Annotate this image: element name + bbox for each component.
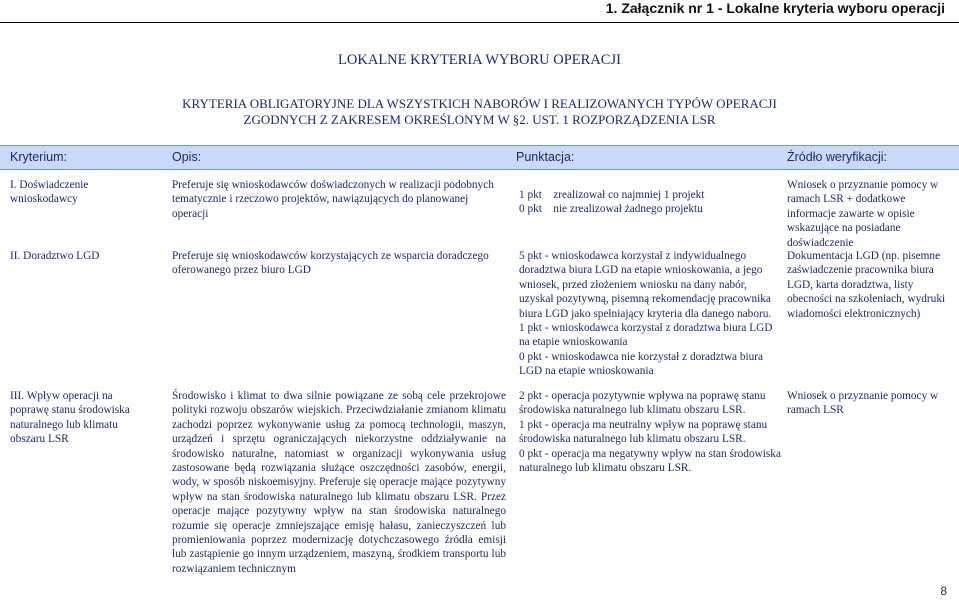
row-2-verification: Dokumentacja LGD (np. pisemne zaświadczenie pracownika biura LGD, karta doradztwa, listy obecności na szkoleniach, wydruki wiadomości elektronicznych) xyxy=(787,250,946,320)
row-1-scoring-line-2: 0 pkt nie zrealizował żadnego projektu xyxy=(519,203,703,216)
row-1-criterion: I. Doświadczenie wnioskodawcy xyxy=(10,179,89,206)
header-scoring: Punktacja: xyxy=(516,150,575,164)
subtitle-line-1: KRYTERIA OBLIGATORYJNE DLA WSZYSTKICH NABORÓW I REALIZOWANYCH TYPÓW OPERACJI xyxy=(182,96,777,111)
row-1-description: Preferuje się wnioskodawców doświadczonych w realizacji podobnych tematycznie i rzeczowo projektów, nawiązujących do planowanej operacji xyxy=(172,179,494,220)
row-2-scoring-line-3: 0 pkt - wnioskodawca nie korzystał z doradztwa biura LGD na etapie wnioskowania xyxy=(519,350,764,378)
row-1-scoring xyxy=(519,188,781,217)
row-3-scoring xyxy=(519,389,781,475)
page-number: 8 xyxy=(940,584,947,598)
table-header xyxy=(0,145,959,170)
page-subtitle xyxy=(0,96,959,128)
page-title: LOKALNE KRYTERIA WYBORU OPERACJI xyxy=(338,52,621,68)
row-2-scoring-line-2: 1 pkt - wnioskodawca korzystał z doradztwa biura LGD na etapie wnioskowania xyxy=(519,322,773,349)
row-1-scoring-line-1: 1 pkt zrealizował co najmniej 1 projekt xyxy=(519,189,705,201)
row-3-scoring-line-1: 2 pkt - operacja pozytywnie wpływa na poprawę stanu środowiska naturalnego lub klimatu obszaru LSR. xyxy=(519,390,766,417)
row-3-description: Środowisko i klimat to dwa silnie powiązane ze sobą cele przekrojowe polityki rozwoju obszarów wiejskich. Przeciwdziałanie zmianom klimatu zachodzi poprzez wykonywanie usług za pomocą technologii, maszyn, urządzeń i sprzętu ograniczających niekorzystne oddziaływanie na środowisko naturalne, natomiast w organizacji wykonywania usług zastosowane będą rozwiązania służące oszczędności zasobów, energii, wody, w sposób niskoemisyjny. Preferuje się operacje mające pozytywny wpływ na stan środowiska naturalnego lub klimatu obszaru LSR. Przez operacje mające pozytywny wpływ na stan środowiska naturalnego rozumie się operacje zmniejszające emisję hałasu, zanieczyszczeń lub promieniowania poprzez modernizację dotychczasowego źródła emisji lub zastąpienie go innym urządzeniem, maszyną, środkiem transportu lub rozwiązaniem technicznym xyxy=(172,390,506,575)
row-2-criterion: II. Doradztwo LGD xyxy=(10,250,100,262)
row-2-description: Preferuje się wnioskodawców korzystających ze wsparcia doradczego oferowanego przez biuro LGD xyxy=(172,250,489,277)
header-verification: Źródło weryfikacji: xyxy=(787,150,888,164)
header-description: Opis: xyxy=(172,150,202,164)
annex-header xyxy=(0,0,959,23)
row-3-criterion: III. Wpływ operacji na poprawę stanu środowiska naturalnego lub klimatu obszaru LSR xyxy=(10,390,130,446)
row-2-scoring-line-1: 5 pkt - wnioskodawca korzystał z indywidualnego doradztwa biura LGD na etapie wnioskowania, a jego wniosek, przed złożeniem wniosku na dany nabór, uzyskał pozytywną, pisemną rekomendację pracownika biura LGD jako spełniający kryteria dla danego naboru. xyxy=(519,250,772,320)
row-3-scoring-line-3: 0 pkt - operacja ma negatywny wpływ na stan środowiska naturalnego lub klimatu obszaru LSR. xyxy=(519,447,781,475)
header-criterion: Kryterium: xyxy=(10,150,67,164)
subtitle-line-2: ZGODNYCH Z ZAKRESEM OKREŚLONYM W §2. UST. 1 ROZPORZĄDZENIA LSR xyxy=(243,112,716,127)
row-1-verification: Wniosek o przyznanie pomocy w ramach LSR + dodatkowe informacje zawarte w opisie wskazujące na posiadane doświadczenie xyxy=(787,179,939,249)
annex-title: 1. Załącznik nr 1 - Lokalne kryteria wyboru operacji xyxy=(605,0,945,16)
row-3-verification: Wniosek o przyznanie pomocy w ramach LSR xyxy=(787,390,939,417)
row-3-scoring-line-2: 1 pkt - operacja ma neutralny wpływ na poprawę stanu środowiska naturalnego lub klimatu obszaru LSR. xyxy=(519,418,768,446)
row-2-scoring xyxy=(519,249,781,379)
